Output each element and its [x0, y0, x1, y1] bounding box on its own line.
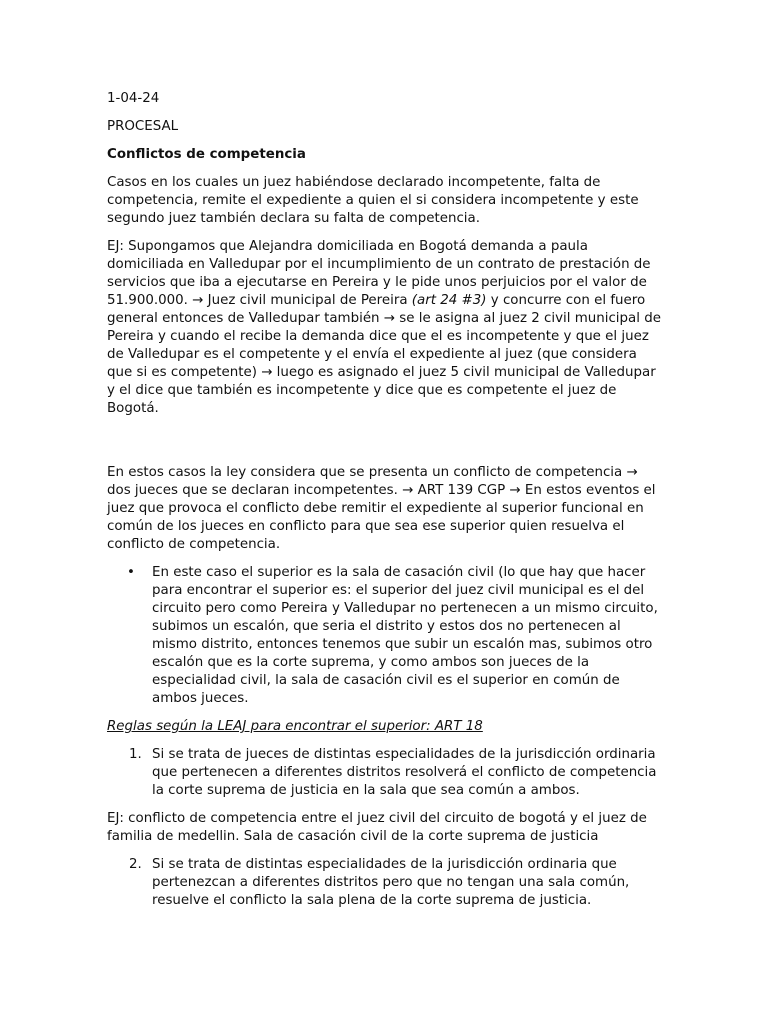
document-page — [107, 90, 663, 920]
conflict-paragraph: En estos casos la ley considera que se presenta un conflicto de competencia → dos jueces que se declaran incompetentes. → ART 139 CGP → En estos eventos el juez que provoca el conflicto debe remitir el expediente al superior funcional en común de los jueces en conflicto para que sea ese superior quien resuelva el conflicto de competencia. — [107, 465, 656, 552]
blank-space — [107, 428, 663, 464]
document-subject: PROCESAL — [107, 119, 179, 134]
example-paragraph-2: EJ: conflicto de competencia entre el juez civil del circuito de bogotá y el juez de familia de medellin. Sala de casación civil de la corte suprema de justicia — [107, 811, 647, 844]
example-1-text-part-1: EJ: Supongamos que Alejandra domiciliada en Bogotá demanda a paula domiciliada en Valledupar por el incumplimiento de un contrato de prestación de servicios que iba a ejecutarse en Pereira y le pide unos perjuicios por el valor de 51.900.000. → Juez civil municipal de Pereira — [107, 239, 651, 308]
example-1-citation: (art 24 #3) — [411, 293, 487, 308]
rule-item-1 — [107, 746, 663, 800]
section-title: Conflictos de competencia — [107, 147, 306, 162]
bullet-item — [107, 564, 663, 708]
document-date: 1-04-24 — [107, 91, 160, 106]
rule-1-number: 1. — [129, 747, 142, 762]
rule-2-number: 2. — [129, 857, 142, 872]
rules-heading: Reglas según la LEAJ para encontrar el superior: ART 18 — [107, 719, 483, 734]
bullet-text: En este caso el superior es la sala de casación civil (lo que hay que hacer para encontrar el superior es: el superior del juez civil municipal es el del circuito pero como Pereira y Valledupar no pertenecen a un mismo circuito, subimos un escalón, que seria el distrito y estos dos no pertenecen al mismo distrito, entonces tenemos que subir un escalón mas, subimos otro escalón que es la corte suprema, y como ambos son jueces de la especialidad civil, la sala de casación civil es el superior en común de ambos jueces. — [152, 565, 658, 706]
definition-paragraph: Casos en los cuales un juez habiéndose declarado incompetente, falta de competencia, remite el expediente a quien el si considera incompetente y este segundo juez también declara su falta de competencia. — [107, 175, 639, 226]
rule-item-2 — [107, 856, 663, 910]
example-1-text-part-2: y concurre con el fuero general entonces de Valledupar también → se le asigna al juez 2 civil municipal de Pereira y cuando el recibe la demanda dice que el es incompetente y que el juez de Valledupar es el competente y el envía el expediente al juez (que considera que si es competente) → luego es asignado el juez 5 civil municipal de Valledupar y el dice que también es incompetente y dice que es competente el juez de Bogotá. — [107, 293, 661, 416]
bullet-marker: • — [127, 565, 135, 580]
rule-1-text: Si se trata de jueces de distintas especialidades de la jurisdicción ordinaria que pertenecen a diferentes distritos resolverá el conflicto de competencia la corte suprema de justicia en la sala que sea común a ambos. — [152, 747, 657, 798]
rule-2-text: Si se trata de distintas especialidades de la jurisdicción ordinaria que pertenezcan a diferentes distritos pero que no tengan una sala común, resuelve el conflicto la sala plena de la corte suprema de justicia. — [152, 857, 630, 908]
rules-list-2 — [107, 856, 663, 910]
bullet-list — [107, 564, 663, 708]
rules-list-1 — [107, 746, 663, 800]
example-paragraph-1 — [107, 238, 663, 418]
